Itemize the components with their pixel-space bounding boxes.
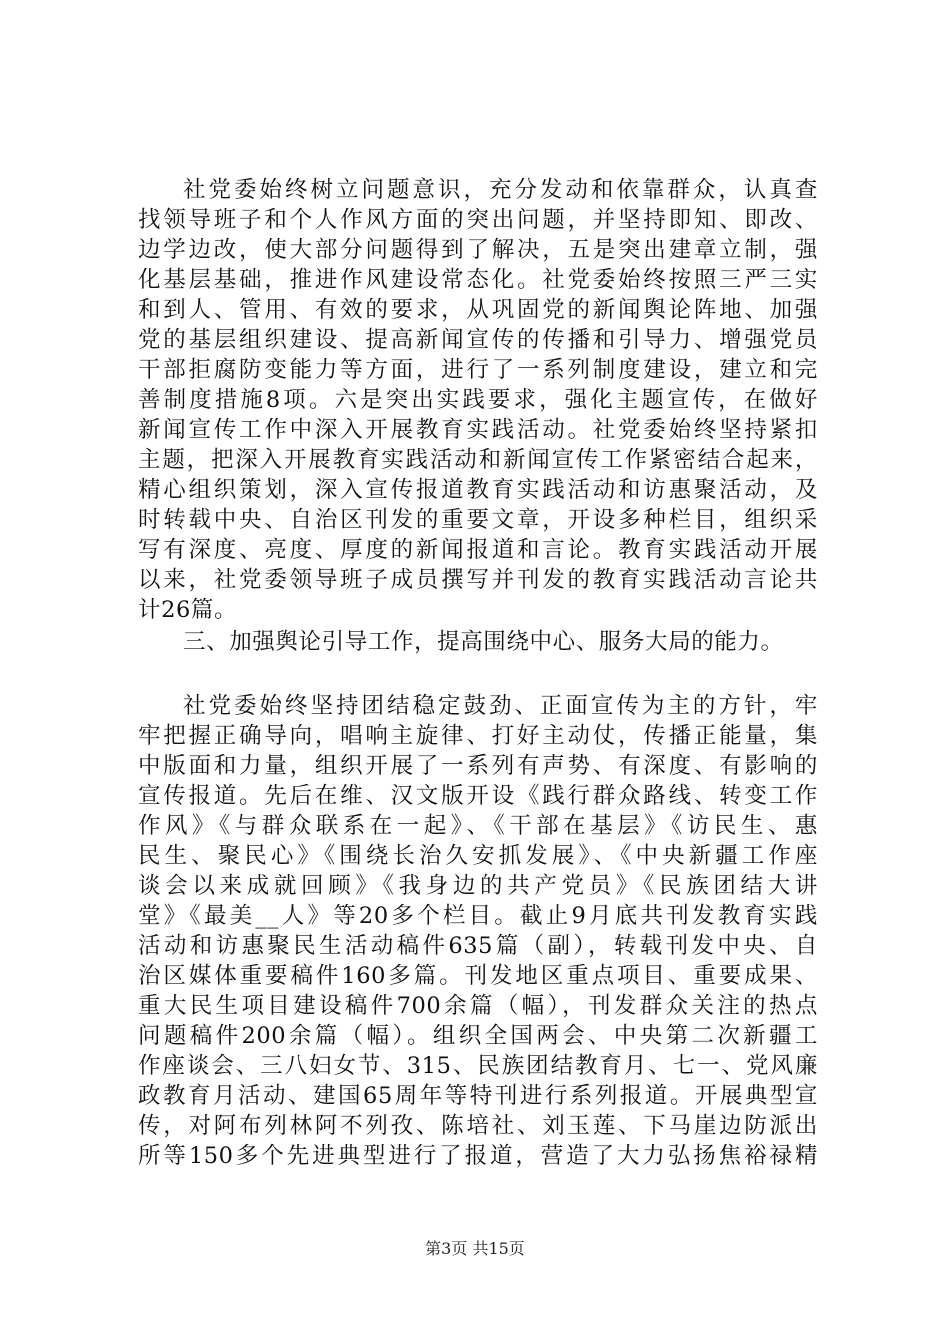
paragraph-line: 社党委始终树立问题意识，充分发动和依靠群众，认真查 xyxy=(183,177,818,203)
paragraph-line: 民生、聚民心》《围绕长治久安抓发展》、《中央新疆工作座 xyxy=(138,843,818,869)
section-heading: 三、加强舆论引导工作，提高围绕中心、服务大局的能力。 xyxy=(183,629,784,655)
paragraph-line: 政教育月活动、建国65周年等特刊进行系列报道。开展典型宣 xyxy=(138,1083,818,1109)
paragraph-line: 干部拒腐防变能力等方面，进行了一系列制度建设，建立和完 xyxy=(138,357,818,383)
paragraph-line: 传，对阿布列林阿不列孜、陈培社、刘玉莲、下马崖边防派出 xyxy=(138,1113,818,1139)
paragraph-line: 新闻宣传工作中深入开展教育实践活动。社党委始终坚持紧扣 xyxy=(138,417,818,443)
paragraph-line: 重大民生项目建设稿件700余篇（幅），刊发群众关注的热点 xyxy=(138,993,818,1019)
paragraph-line: 化基层基础，推进作风建设常态化。社党委始终按照三严三实 xyxy=(138,267,818,293)
paragraph-line: 计26篇。 xyxy=(138,597,238,623)
paragraph-line: 所等150多个先进典型进行了报道，营造了大力弘扬焦裕禄精 xyxy=(138,1143,818,1169)
paragraph-line: 党的基层组织建设、提高新闻宣传的传播和引导力、增强党员 xyxy=(138,327,818,353)
paragraph-line: 和到人、管用、有效的要求，从巩固党的新闻舆论阵地、加强 xyxy=(138,297,818,323)
paragraph-line: 中版面和力量，组织开展了一系列有声势、有深度、有影响的 xyxy=(138,753,818,779)
paragraph-line: 写有深度、亮度、厚度的新闻报道和言论。教育实践活动开展 xyxy=(138,537,818,563)
paragraph-line: 作风》《与群众联系在一起》、《干部在基层》《访民生、惠 xyxy=(138,813,818,839)
paragraph-line: 善制度措施8项。六是突出实践要求，强化主题宣传，在做好 xyxy=(138,387,818,413)
paragraph-line: 边学边改，使大部分问题得到了解决，五是突出建章立制，强 xyxy=(138,237,818,263)
paragraph-line: 时转载中央、自治区刊发的重要文章，开设多种栏目，组织采 xyxy=(138,507,818,533)
paragraph-line: 精心组织策划，深入宣传报道教育实践活动和访惠聚活动，及 xyxy=(138,477,818,503)
paragraph-line: 治区媒体重要稿件160多篇。刊发地区重点项目、重要成果、 xyxy=(138,963,818,989)
page-footer: 第3页 共15页 xyxy=(425,1239,525,1258)
paragraph-line: 主题，把深入开展教育实践活动和新闻宣传工作紧密结合起来， xyxy=(138,447,818,473)
paragraph-line: 堂》《最美__人》等20多个栏目。截止9月底共刊发教育实践 xyxy=(138,903,818,929)
paragraph-line: 牢把握正确导向，唱响主旋律、打好主动仗，传播正能量，集 xyxy=(138,723,818,749)
paragraph-line: 社党委始终坚持团结稳定鼓劲、正面宣传为主的方针，牢 xyxy=(183,693,818,719)
paragraph-line: 宣传报道。先后在维、汉文版开设《践行群众路线、转变工作 xyxy=(138,783,818,809)
paragraph-line: 谈会以来成就回顾》《我身边的共产党员》《民族团结大讲 xyxy=(138,873,818,899)
paragraph-line: 活动和访惠聚民生活动稿件635篇（副），转载刊发中央、自 xyxy=(138,933,818,959)
paragraph-line: 以来，社党委领导班子成员撰写并刊发的教育实践活动言论共 xyxy=(138,567,818,593)
paragraph-line: 作座谈会、三八妇女节、315、民族团结教育月、七一、党风廉 xyxy=(138,1053,818,1079)
paragraph-line: 问题稿件200余篇（幅）。组织全国两会、中央第二次新疆工 xyxy=(138,1023,818,1049)
paragraph-line: 找领导班子和个人作风方面的突出问题，并坚持即知、即改、 xyxy=(138,207,818,233)
